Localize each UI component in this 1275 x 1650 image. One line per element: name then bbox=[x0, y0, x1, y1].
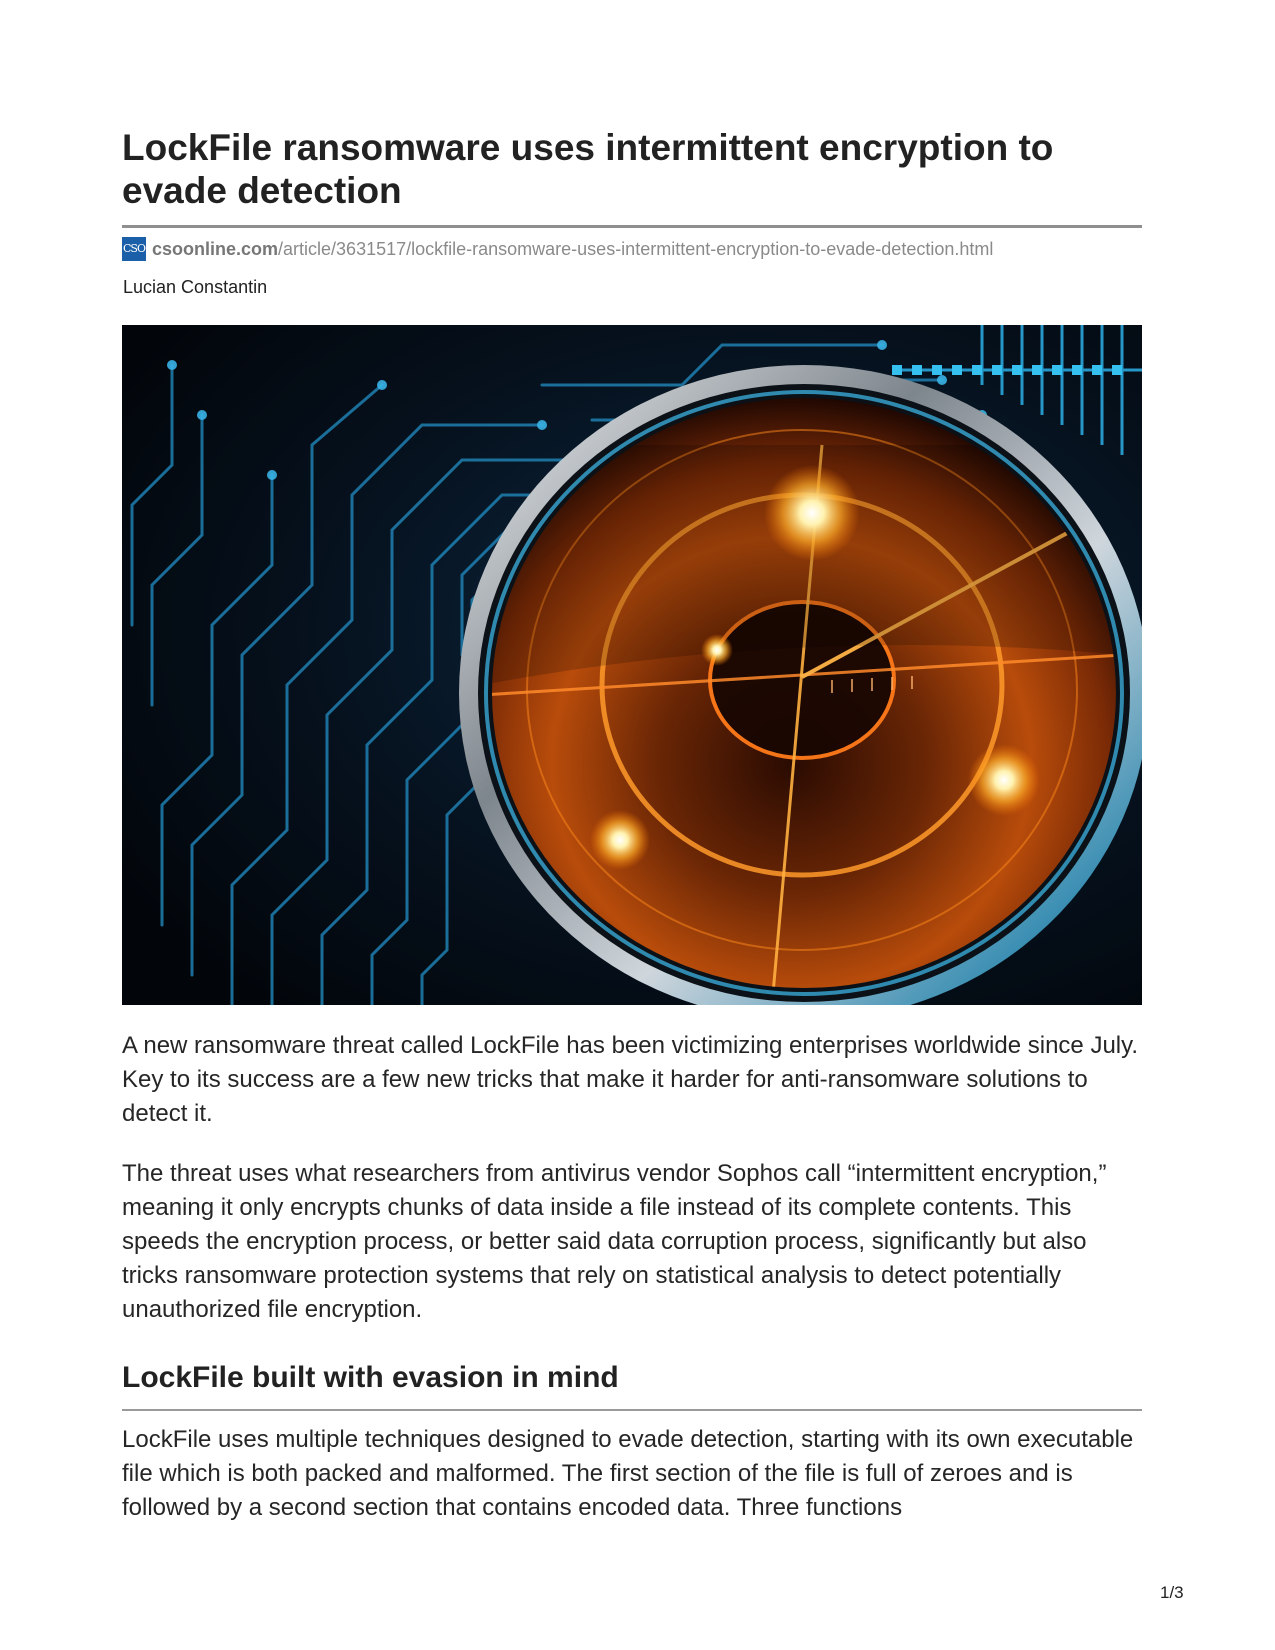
page-number: 1/3 bbox=[1160, 1583, 1184, 1602]
section-divider bbox=[122, 1409, 1142, 1411]
source-link[interactable] bbox=[122, 236, 993, 262]
section-paragraph: LockFile uses multiple techniques designed to evade detection, starting with its own executable file which is both packed and malformed. The first section of the file is full of zeroes and is followed by a second section that contains encoded data. Three functions bbox=[122, 1426, 1134, 1521]
cso-logo-icon: CSO bbox=[122, 237, 146, 261]
radar-circuit-image bbox=[122, 325, 1142, 1005]
source-path[interactable]: /article/3631517/lockfile-ransomware-uses-intermittent-encryption-to-evade-detection.html bbox=[278, 238, 994, 259]
author-name: Lucian Constantin bbox=[123, 277, 268, 297]
title-divider bbox=[122, 225, 1142, 228]
section-heading: LockFile built with evasion in mind bbox=[122, 1361, 619, 1394]
body-paragraph: The threat uses what researchers from antivirus vendor Sophos call “intermittent encryption,” meaning it only encrypts chunks of data inside a file instead of its complete contents. This speeds the encryption process, or better said data corruption process, significantly but also tricks ransomware protection systems that rely on statistical analysis to detect potentially unauthorized file encryption. bbox=[122, 1160, 1107, 1323]
source-domain[interactable]: csoonline.com bbox=[152, 238, 279, 259]
article-title: LockFile ransomware uses intermittent encryption to evade detection bbox=[122, 127, 1054, 211]
intro-paragraph: A new ransomware threat called LockFile has been victimizing enterprises worldwide since July. Key to its success are a few new tricks that make it harder for anti-ransomware solutions to detect it. bbox=[122, 1032, 1139, 1127]
